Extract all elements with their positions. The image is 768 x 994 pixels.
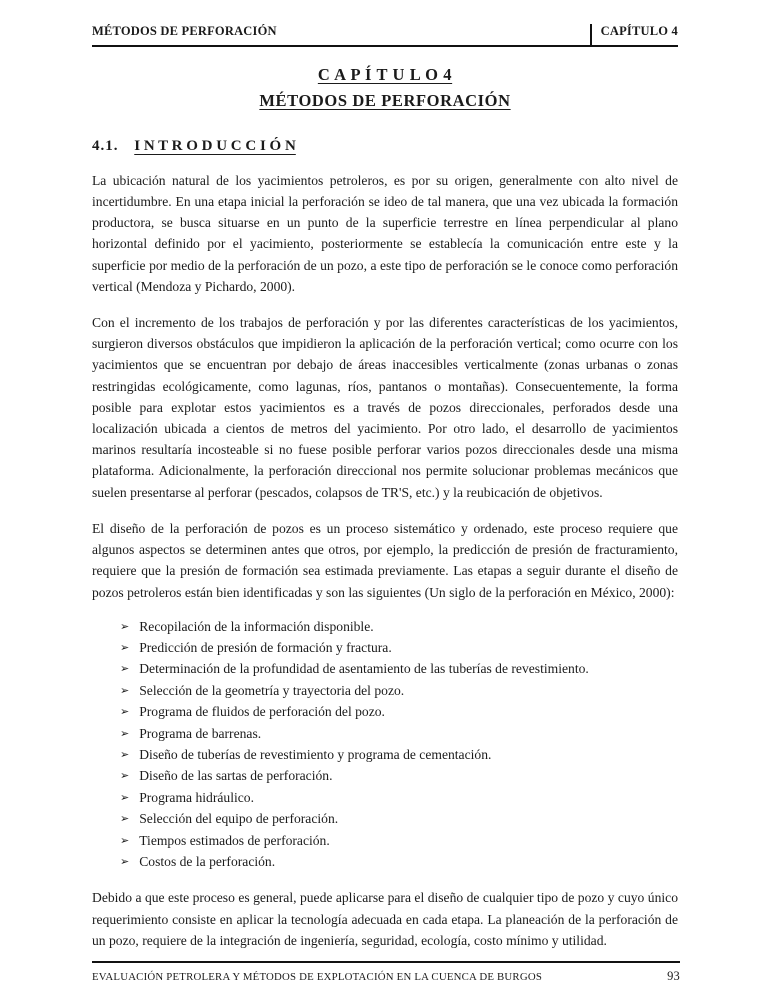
arrow-bullet-icon: ➢ [120,663,130,676]
list-item-text: Programa de barrenas. [139,725,262,741]
arrow-bullet-icon: ➢ [120,813,130,826]
arrow-bullet-icon: ➢ [120,706,130,719]
list-item [120,702,678,722]
section-number: 4.1. [92,137,119,154]
list-item [120,638,678,658]
arrow-bullet-icon: ➢ [120,834,130,847]
list-item [120,788,678,808]
list-item-text: Tiempos estimados de perforación. [139,832,330,848]
paragraph-introduction-2: Con el incremento de los trabajos de perforación y por las diferentes características de los yacimientos, surgieron diversos obstáculos que impidieron la aplicación de la perforación vertical; como ocurre con los yacimientos que se encuentran por debajo de áreas inaccesibles verticalmente (zonas urbanas o zonas restringidas ecológicamente, como lagunas, ríos, pantanos o montañas). Consecuentemente, la forma posible para explotar estos yacimientos es a través de pozos direccionales, perforados desde una localización ubicada a cientos de metros del yacimiento. Por otro lado, el desarrollo de yacimientos marinos resultaría incosteable si no fuese posible perforar varios pozos direccionales desde una misma plataforma. Adicionalmente, la perforación direccional nos permite solucionar problemas mecánicos que suelen presentarse al perforar (pescados, colapsos de TR'S, etc.) y la reubicación de objetivos. [92,315,678,500]
arrow-bullet-icon: ➢ [120,684,130,697]
list-item-text: Programa hidráulico. [139,789,254,805]
arrow-bullet-icon: ➢ [120,620,130,633]
chapter-title-block [92,63,678,113]
arrow-bullet-icon: ➢ [120,749,130,762]
arrow-bullet-icon: ➢ [120,770,130,783]
list-item [120,766,678,786]
paragraph-introduction-3: El diseño de la perforación de pozos es un proceso sistemático y ordenado, este proceso requiere que algunos aspectos se determinen antes que otros, por ejemplo, la predicción de presión de fracturamiento, requiere que la presión de formación sea estimada previamente. Las etapas a seguir durante el diseño de pozos petroleros están bien identificadas y son las siguientes (Un siglo de la perforación en México, 2000): [92,520,678,600]
footer-document-title: EVALUACIÓN PETROLERA Y MÉTODOS DE EXPLOTACIÓN EN LA CUENCA DE BURGOS [92,971,543,983]
list-item [120,681,678,701]
list-item [120,724,678,744]
list-item-text: Selección del equipo de perforación. [139,811,339,827]
closing-paragraph: Debido a que este proceso es general, puede aplicarse para el diseño de cualquier tipo de pozo y cuyo único requerimiento consiste en aplicar la tecnología adecuada en cada etapa. La planeación de la perforación de un pozo, requiere de la integración de ingeniería, seguridad, ecología, costo mínimo y utilidad. [92,890,678,948]
arrow-bullet-icon: ➢ [120,642,130,655]
section-title: I N T R O D U C C I Ó N [134,137,296,154]
list-item-text: Determinación de la profundidad de asentamiento de las tuberías de revestimiento. [139,661,589,677]
design-stages-list [92,617,678,873]
page-number: 93 [667,969,680,983]
header-running-title: MÉTODOS DE PERFORACIÓN [92,24,277,38]
list-item [120,809,678,829]
section-heading [92,138,678,155]
list-item [120,617,678,637]
list-item [120,659,678,679]
list-item-text: Recopilación de la información disponible. [139,618,374,634]
list-item-text: Selección de la geometría y trayectoria del pozo. [139,682,405,698]
list-item-text: Costos de la perforación. [139,854,276,869]
list-item-text: Diseño de tuberías de revestimiento y programa de cementación. [139,747,492,763]
list-item-text: Predicción de presión de formación y fractura. [139,640,392,656]
list-item-text: Diseño de las sartas de perforación. [139,768,333,784]
list-item [120,831,678,851]
page-header [92,24,678,47]
list-item [120,745,678,765]
chapter-title-line2: MÉTODOS DE PERFORACIÓN [259,90,511,110]
header-chapter-label: CAPÍTULO 4 [590,24,678,45]
arrow-bullet-icon: ➢ [120,727,130,740]
chapter-title-line1: C A P Í T U L O 4 [317,65,453,84]
paragraph-introduction-1: La ubicación natural de los yacimientos petroleros, es por su origen, generalmente con alto nivel de incertidumbre. En una etapa inicial la perforación se ideo de tal manera, que una vez ubicada la formación productora, se busca situarse en un punto de la superficie terrestre en línea perpendicular al plano horizontal definido por el yacimiento, posteriormente se establecía la comunicación entre este y la superficie por medio de la perforación de un pozo, a este tipo de perforación se le conoce como perforación vertical (Mendoza y Pichardo, 2000). [92,172,678,294]
list-item [120,852,678,872]
arrow-bullet-icon: ➢ [120,856,130,868]
page-footer [92,961,680,984]
arrow-bullet-icon: ➢ [120,791,130,804]
list-item-text: Programa de fluidos de perforación del pozo. [139,704,385,720]
